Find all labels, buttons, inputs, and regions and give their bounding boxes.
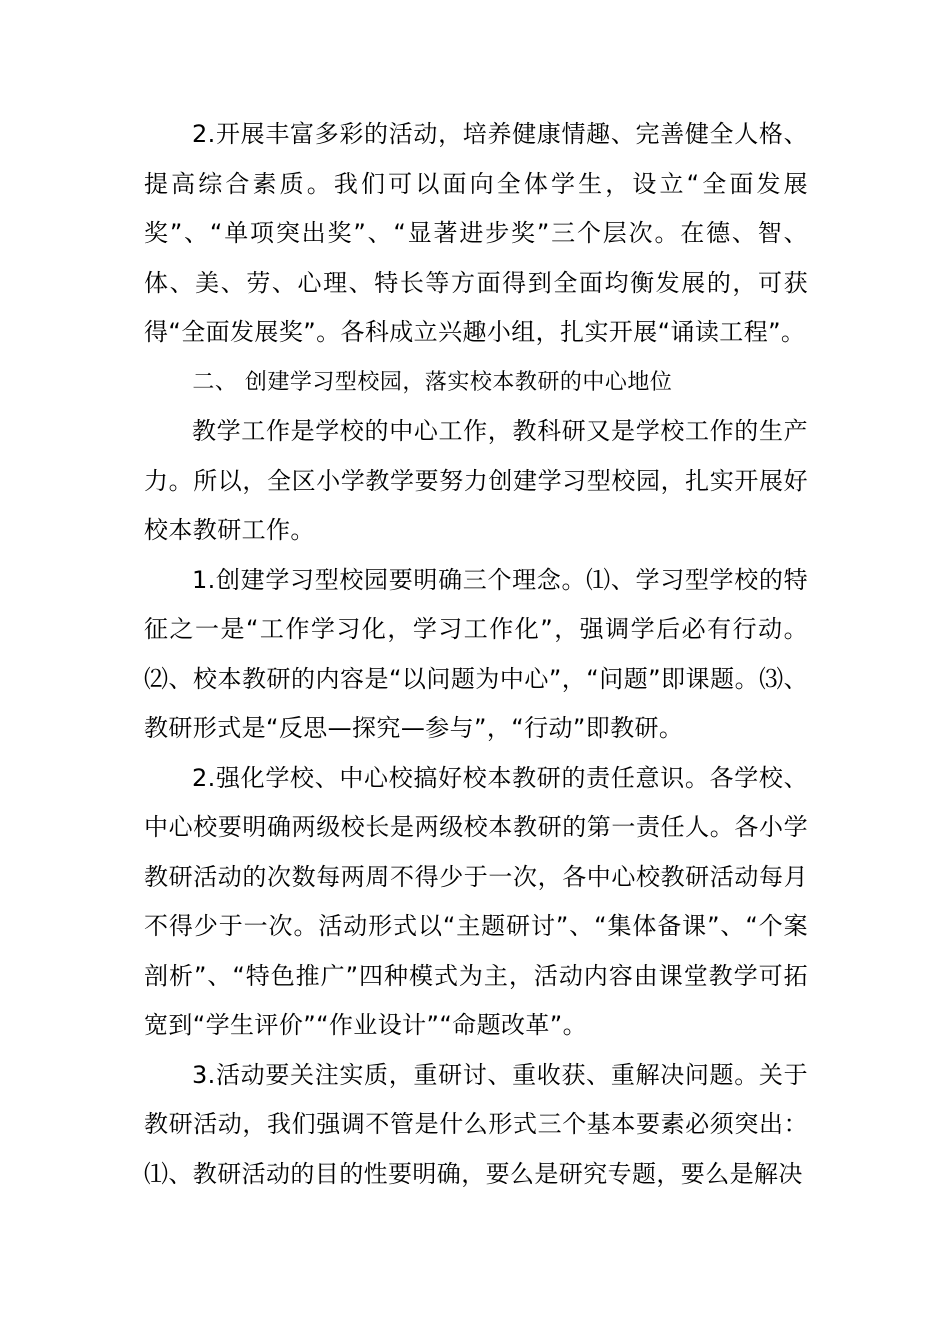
- paragraph-responsibility: 2.强化学校、中心校搞好校本教研的责任意识。各学校、中心校要明确两级校长是两级校本教研的第一责任人。各小学教研活动的次数每两周不得少于一次，各中心校教研活动每月不得少于一次。活动形式以“主题研讨”、“集体备课”、“个案剖析”、“特色推广”四种模式为主，活动内容由课堂教学可拓宽到“学生评价”“作业设计”“命题改革”。: [144, 763, 808, 1039]
- document-body: [144, 110, 808, 1199]
- paragraph-teaching-center: 教学工作是学校的中心工作，教科研又是学校工作的生产力。所以，全区小学教学要努力创建学习型校园，扎实开展好校本教研工作。: [144, 417, 808, 544]
- section-heading-learning-campus: 二、 创建学习型校园，落实校本教研的中心地位: [192, 369, 673, 395]
- paragraph-activities: 2.开展丰富多彩的活动，培养健康情趣、完善健全人格、提高综合素质。我们可以面向全体学生，设立“全面发展奖”、“单项突出奖”、“显著进步奖”三个层次。在德、智、体、美、劳、心理、特长等方面得到全面均衡发展的，可获得“全面发展奖”。各科成立兴趣小组，扎实开展“诵读工程”。: [144, 120, 808, 346]
- paragraph-three-concepts: 1.创建学习型校园要明确三个理念。⑴、学习型学校的特征之一是“工作学习化，学习工作化”，强调学后必有行动。⑵、校本教研的内容是“以问题为中心”，“问题”即课题。⑶、教研形式是“反思—探究—参与”，“行动”即教研。: [144, 565, 808, 742]
- paragraph-activity-essence: 3.活动要关注实质，重研讨、重收获、重解决问题。关于教研活动，我们强调不管是什么形式三个基本要素必须突出：⑴、教研活动的目的性要明确，要么是研究专题，要么是解决: [144, 1060, 808, 1188]
